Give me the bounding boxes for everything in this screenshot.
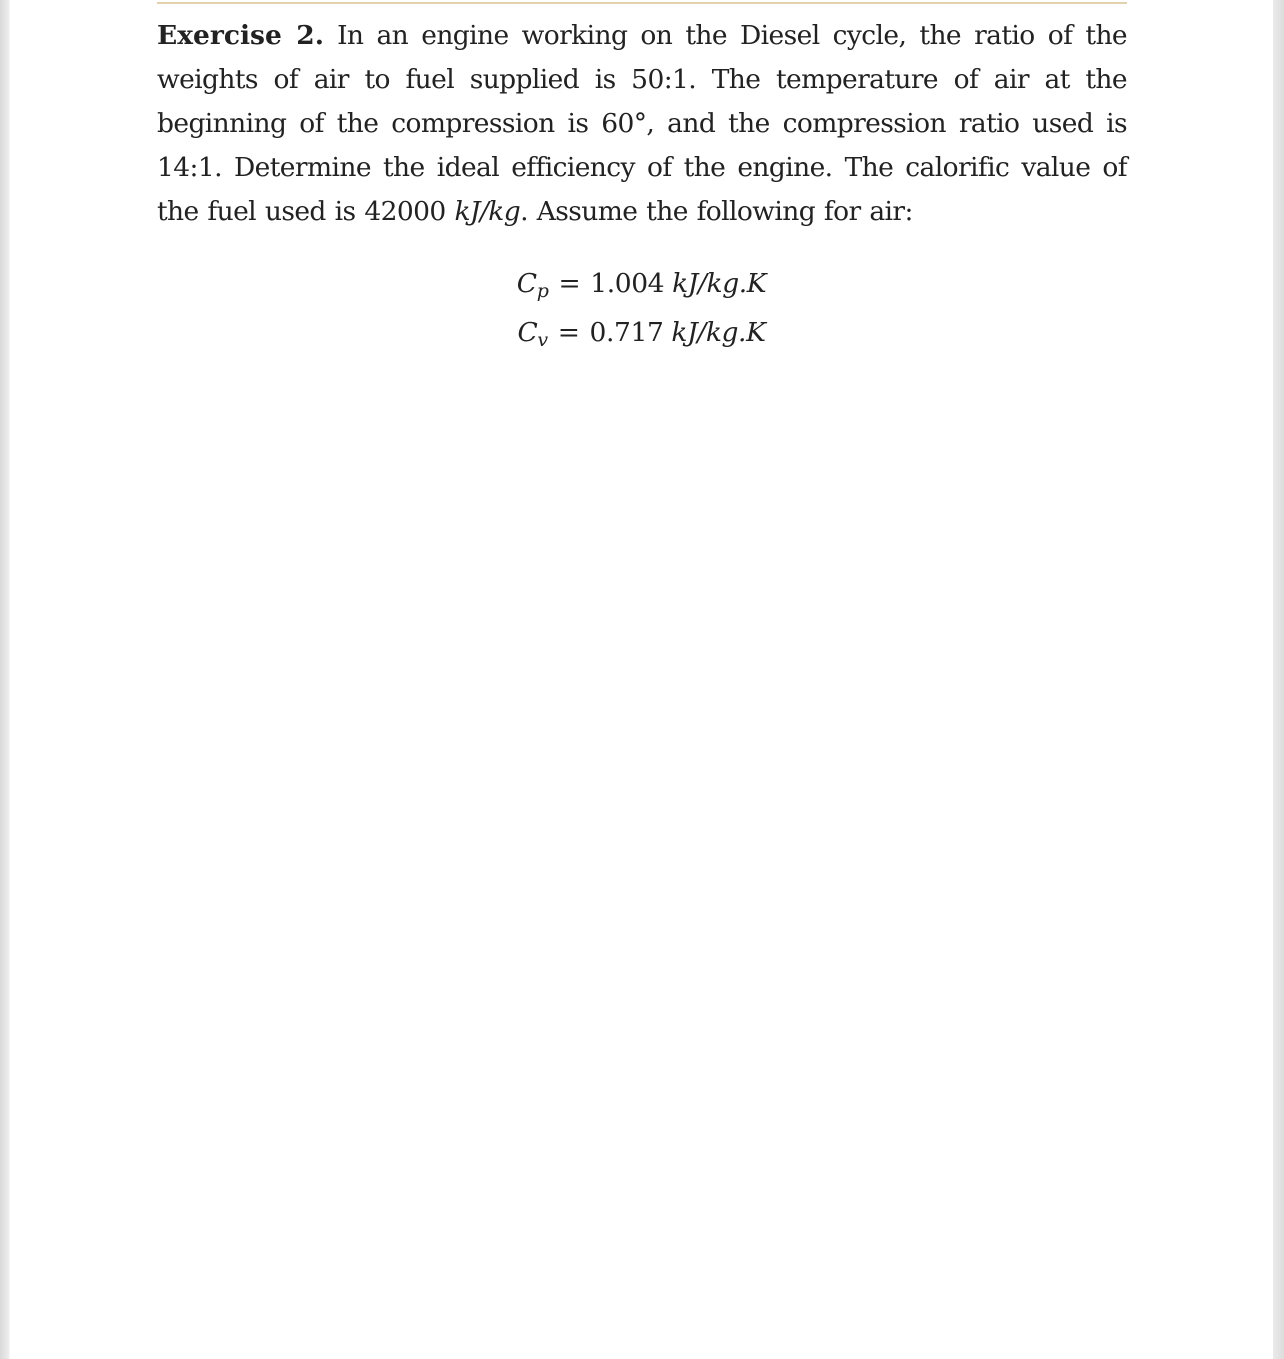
exercise-heading: Exercise 2. (157, 20, 324, 51)
equation-symbol: C (517, 317, 538, 348)
equation-subscript: p (536, 280, 549, 302)
equation-value: 0.717 (589, 317, 664, 348)
equation-symbol: C (516, 268, 537, 299)
equation-block (10, 262, 1273, 360)
equation-unit: kJ/kg.K (671, 317, 766, 348)
exercise-paragraph (157, 14, 1127, 234)
exercise-unit: kJ/kg (454, 196, 521, 227)
equation-cv (10, 311, 1273, 360)
exercise-text: In an engine working on the Diesel cycle, the ratio of the weights of air to fuel supplied is 50:1. The temperature of air at the beginning of the compression is 60°, and the compression ratio used is 14:1. Determine the ideal efficiency of the engine. The calorific value of the fuel used is 42000 (157, 20, 1127, 227)
equation-subscript: v (537, 329, 548, 351)
exercise-text-end: . Assume the following for air: (520, 196, 913, 227)
equation-unit: kJ/kg.K (672, 268, 767, 299)
equation-value: 1.004 (590, 268, 665, 299)
document-page (10, 0, 1273, 1359)
equation-cp (10, 262, 1273, 311)
top-rule (157, 2, 1127, 4)
equals-sign: = (557, 317, 580, 348)
equals-sign: = (558, 268, 581, 299)
